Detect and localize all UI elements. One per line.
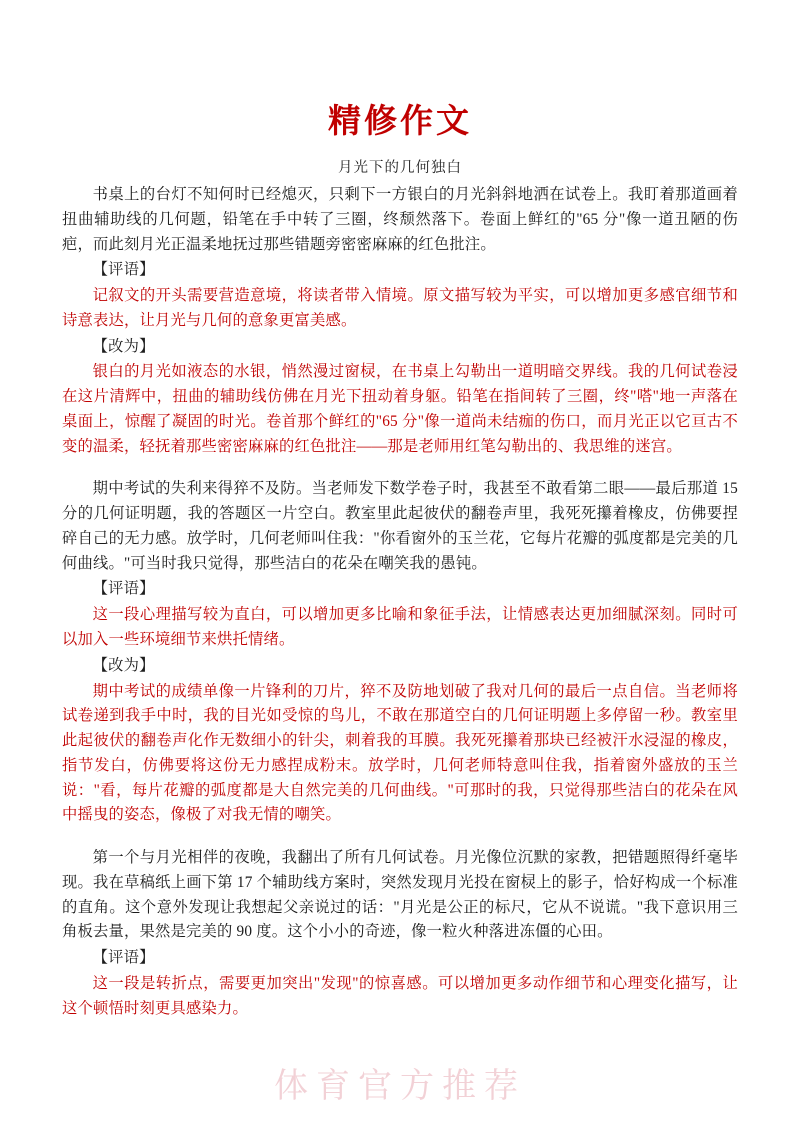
paragraph-original-1: 书桌上的台灯不知何时已经熄灭，只剩下一方银白的月光斜斜地洒在试卷上。我盯着那道画着扭曲辅助线的几何题，铅笔在手中转了三圈，终颓然落下。卷面上鲜红的"65 分"像一道丑陋的伤疤，而此刻月光正温柔地抚过那些错题旁密密麻麻的红色批注。: [62, 186, 738, 253]
paragraph-revision-2: 期中考试的成绩单像一片锋利的刀片，猝不及防地划破了我对几何的最后一点自信。当老师将试卷递到我手中时，我的目光如受惊的鸟儿，不敢在那道空白的几何证明题上多停留一秒。教室里此起彼伏的翻卷声化作无数细小的针尖，刺着我的耳膜。我死死攥着那块已经被汗水浸湿的橡皮，指节发白，仿佛要将这份无力感捏成粉末。放学时，几何老师特意叫住我，指着窗外盛放的玉兰说："看，每片花瓣的弧度都是大自然完美的几何曲线。"可那时的我，只觉得那些洁白的花朵在风中摇曳的姿态，像极了对我无情的嘲笑。: [62, 682, 738, 824]
essay-subtitle: 月光下的几何独白: [338, 160, 462, 176]
paragraph-comment-2: 这一段心理描写较为直白，可以增加更多比喻和象征手法，让情感表达更加细腻深刻。同时可以加入一些环境细节来烘托情绪。: [62, 606, 738, 649]
paragraph-original-3: 第一个与月光相伴的夜晚，我翻出了所有几何试卷。月光像位沉默的家教，把错题照得纤毫毕现。我在草稿纸上画下第 17 个辅助线方案时，突然发现月光投在窗棂上的影子，恰好构成一个标准的直角。这个意外发现让我想起父亲说过的话："月光是公正的标尺，它从不说谎。"我下意识用三角板去量，果然是完美的 90 度。这个小小的奇迹，像一粒火种落进冻僵的心田。: [62, 849, 738, 941]
label-revision-1: 【改为】: [92, 337, 155, 355]
paragraph-comment-3: 这一段是转折点，需要更加突出"发现"的惊喜感。可以增加更多动作细节和心理变化描写，让这个顿悟时刻更具感染力。: [62, 974, 738, 1017]
label-revision-2: 【改为】: [92, 656, 155, 674]
paragraph-original-2: 期中考试的失利来得猝不及防。当老师发下数学卷子时，我甚至不敢看第二眼——最后那道 15 分的几何证明题，我的答题区一片空白。教室里此起彼伏的翻卷声里，我死死攥着橡皮，仿佛要捏碎自己的无力感。放学时，几何老师叫住我："你看窗外的玉兰花，它每片花瓣的弧度都是完美的几何曲线。"可当时我只觉得，那些洁白的花朵在嘲笑我的愚钝。: [62, 480, 738, 572]
watermark: 体育官方推荐: [274, 1066, 526, 1106]
paragraph-revision-1: 银白的月光如液态的水银，悄然漫过窗棂，在书桌上勾勒出一道明暗交界线。我的几何试卷浸在这片清辉中，扭曲的辅助线仿佛在月光下扭动着身躯。铅笔在指间转了三圈，终"嗒"地一声落在桌面上，惊醒了凝固的时光。卷首那个鲜红的"65 分"像一道尚未结痂的伤口，而月光正以它亘古不变的温柔，轻抚着那些密密麻麻的红色批注——那是老师用红笔勾勒出的、我思维的迷宫。: [62, 363, 738, 455]
section-divider-2: [62, 829, 738, 846]
section-divider-1: [62, 460, 738, 477]
paragraph-comment-1: 记叙文的开头需要营造意境，将读者带入情境。原文描写较为平实，可以增加更多感官细节和诗意表达，让月光与几何的意象更富美感。: [62, 287, 738, 329]
label-comment-3: 【评语】: [92, 949, 155, 967]
label-comment-1: 【评语】: [92, 261, 155, 279]
label-comment-2: 【评语】: [92, 580, 155, 598]
page-title: 精修作文: [328, 101, 472, 140]
